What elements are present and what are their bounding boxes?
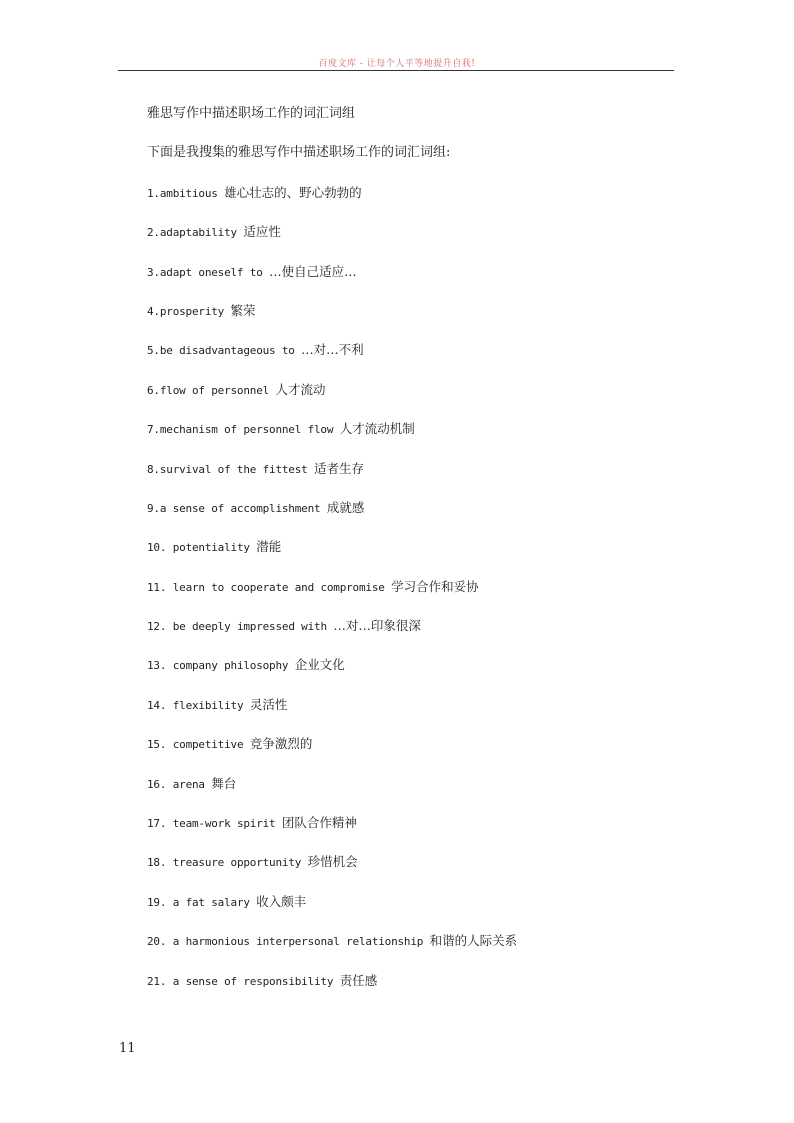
item-number: 19. — [147, 895, 167, 909]
item-number: 13. — [147, 659, 167, 673]
item-chinese: 灵活性 — [249, 696, 288, 712]
item-english: arena — [172, 777, 205, 791]
item-english: adaptability — [159, 226, 237, 240]
item-english: adapt oneself to — [159, 265, 263, 279]
list-item — [147, 655, 667, 694]
item-english: survival of the fittest — [159, 462, 308, 476]
item-english: a fat salary — [172, 895, 250, 909]
list-item — [147, 774, 667, 813]
item-chinese: 人才流动机制 — [339, 421, 415, 437]
item-chinese: 学习合作和妥协 — [391, 578, 479, 594]
item-chinese: 成就感 — [326, 499, 365, 515]
item-number: 21. — [147, 974, 167, 988]
item-number: 5. — [147, 344, 160, 358]
item-number: 11. — [147, 580, 167, 594]
item-english: company philosophy — [172, 659, 289, 673]
item-chinese: 适者生存 — [314, 460, 365, 476]
item-english: prosperity — [159, 304, 225, 318]
item-chinese: 繁荣 — [230, 302, 256, 318]
list-item — [147, 931, 667, 970]
item-number: 8. — [147, 462, 160, 476]
item-chinese: 竞争激烈的 — [249, 736, 313, 752]
list-item — [147, 616, 667, 655]
item-number: 10. — [147, 541, 167, 555]
item-chinese: 人才流动 — [275, 381, 326, 397]
item-number: 7. — [147, 423, 160, 437]
list-item — [147, 262, 667, 301]
item-english: potentiality — [172, 541, 250, 555]
item-number: 16. — [147, 777, 167, 791]
item-english: flow of personnel — [159, 383, 270, 397]
item-english: competitive — [172, 738, 244, 752]
list-item — [147, 695, 667, 734]
page-number: 11 — [119, 1041, 136, 1056]
list-item — [147, 852, 667, 891]
item-chinese: 团队合作精神 — [281, 815, 357, 831]
item-number: 15. — [147, 738, 167, 752]
page-header: 百度文库 - 让每个人平等地提升自我! — [318, 59, 476, 69]
item-chinese: 企业文化 — [294, 657, 345, 673]
item-english: mechanism of personnel flow — [159, 423, 334, 437]
list-item — [147, 892, 667, 931]
list-item — [147, 419, 667, 458]
list-item — [147, 301, 667, 340]
item-number: 9. — [147, 501, 160, 515]
item-english: a sense of responsibility — [172, 974, 334, 988]
item-chinese: 收入颇丰 — [256, 893, 307, 909]
item-english: a sense of accomplishment — [159, 501, 321, 515]
item-english: team-work spirit — [172, 817, 276, 831]
item-chinese: 责任感 — [339, 972, 378, 988]
list-item — [147, 577, 667, 616]
item-number: 2. — [147, 226, 160, 240]
item-english: learn to cooperate and compromise — [172, 580, 385, 594]
item-english: be disadvantageous to — [159, 344, 295, 358]
list-item — [147, 380, 667, 419]
item-number: 4. — [147, 304, 160, 318]
header-divider — [118, 70, 674, 71]
list-item — [147, 340, 667, 379]
item-number: 1. — [147, 186, 160, 200]
item-chinese: 和谐的人际关系 — [429, 933, 518, 949]
list-item — [147, 971, 667, 1010]
document-body — [147, 104, 667, 1010]
list-item — [147, 498, 667, 537]
item-number: 12. — [147, 620, 167, 634]
item-chinese: …使自己适应… — [269, 263, 357, 279]
item-english: treasure opportunity — [172, 856, 302, 870]
item-chinese: …对…不利 — [301, 342, 364, 358]
list-item — [147, 183, 667, 222]
item-english: flexibility — [172, 698, 244, 712]
item-chinese: 舞台 — [211, 775, 237, 791]
item-chinese: 珍惜机会 — [307, 854, 358, 870]
item-number: 20. — [147, 935, 167, 949]
item-chinese: 雄心壮志的、野心勃勃的 — [224, 184, 362, 200]
item-chinese: 潜能 — [256, 539, 282, 555]
list-item — [147, 734, 667, 773]
item-number: 18. — [147, 856, 167, 870]
item-number: 14. — [147, 698, 167, 712]
list-item — [147, 459, 667, 498]
item-english: a harmonious interpersonal relationship — [172, 935, 424, 949]
item-number: 17. — [147, 817, 167, 831]
document-intro: 下面是我搜集的雅思写作中描述职场工作的词汇词组: — [147, 145, 451, 161]
item-number: 3. — [147, 265, 160, 279]
item-english: be deeply impressed with — [172, 620, 327, 634]
list-item — [147, 222, 667, 261]
item-chinese: …对…印象很深 — [333, 618, 421, 634]
item-number: 6. — [147, 383, 160, 397]
document-title: 雅思写作中描述职场工作的词汇词组 — [147, 106, 356, 121]
list-item — [147, 537, 667, 576]
vocabulary-list — [147, 183, 667, 1010]
list-item — [147, 813, 667, 852]
item-english: ambitious — [159, 186, 218, 200]
item-chinese: 适应性 — [243, 224, 281, 240]
